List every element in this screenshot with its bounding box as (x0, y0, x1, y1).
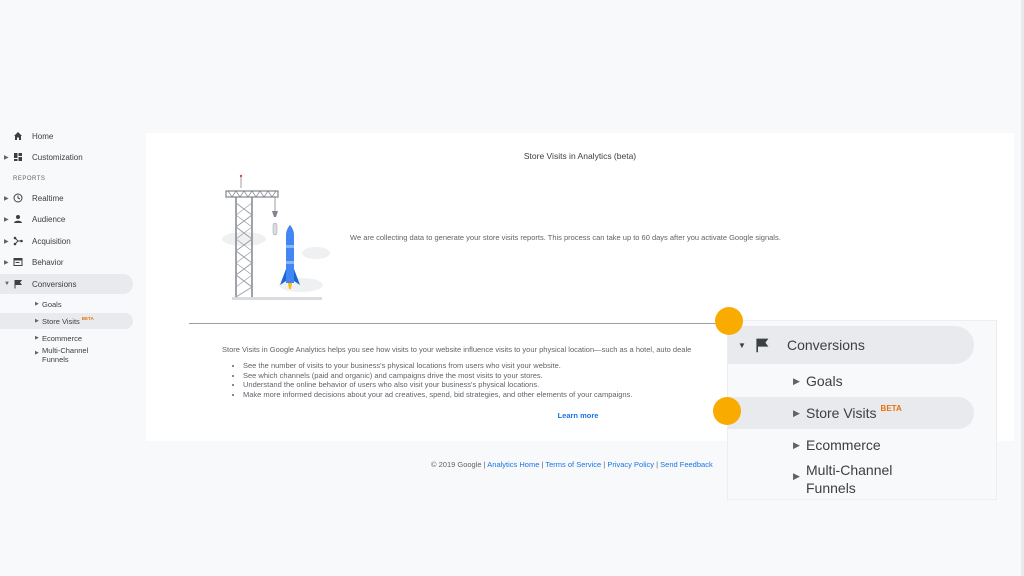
caret-right-icon: ▶ (35, 335, 39, 341)
privacy-policy-link[interactable]: Privacy Policy (607, 460, 655, 469)
list-item: • See which channels (paid and organic) and campaigns drive the most visits to your stores. (243, 371, 632, 381)
store-visits-label: Store Visits (806, 405, 877, 421)
send-feedback-link[interactable]: Send Feedback (660, 460, 713, 469)
sidebar-item-label: Audience (32, 214, 66, 224)
analytics-home-link[interactable]: Analytics Home (487, 460, 540, 469)
rocket-crane-illustration (206, 173, 336, 303)
caret-right-icon: ▶ (35, 318, 39, 324)
store-visits-label: Store Visits (42, 316, 80, 326)
multi-channel-line1: Multi-Channel (806, 462, 893, 478)
caret-right-icon: ▶ (4, 216, 9, 223)
dashboard-icon (12, 151, 24, 163)
sidebar-item-audience[interactable] (0, 209, 133, 229)
benefits-list (232, 361, 632, 399)
terms-of-service-link[interactable]: Terms of Service (545, 460, 602, 469)
sidebar-item-label: Customization (32, 152, 83, 162)
sidebar-subitem-label: Ecommerce (42, 333, 83, 343)
caret-right-icon: ▶ (793, 375, 800, 386)
zoom-subitem-store-visits[interactable] (728, 397, 974, 429)
sidebar-subitem-label (42, 346, 88, 364)
collecting-data-message: We are collecting data to generate your store visits reports. This process can take up to 60 days after you activate Google signals. (350, 233, 781, 242)
store-visits-intro: Store Visits in Google Analytics helps you see how visits to your website influence visits to your physical location—such as a hotel, auto deale (222, 345, 692, 354)
multi-channel-line2: Funnels (42, 355, 69, 364)
beta-badge: BETA (880, 404, 902, 413)
caret-right-icon: ▶ (35, 301, 39, 307)
highlight-dot-conversions (715, 307, 743, 335)
acquisition-icon (12, 235, 24, 247)
zoomed-conversions-callout (727, 320, 997, 500)
flag-icon (754, 337, 770, 356)
behavior-icon (12, 256, 24, 268)
footer-separator: | (601, 460, 608, 469)
caret-right-icon: ▶ (4, 238, 9, 245)
sidebar-item-acquisition[interactable] (0, 231, 133, 251)
sidebar-item-conversions[interactable] (0, 274, 133, 294)
section-divider (189, 323, 729, 324)
sidebar-item-label: Acquisition (32, 236, 71, 246)
multi-channel-line1: Multi-Channel (42, 346, 89, 355)
sidebar-subitem-multi-channel-funnels[interactable] (0, 346, 133, 368)
beta-badge: BETA (81, 315, 94, 321)
caret-right-icon: ▶ (793, 439, 800, 450)
flag-icon (12, 278, 24, 290)
copyright-text: © 2019 Google | (431, 460, 488, 469)
reports-section-label: REPORTS (13, 176, 46, 182)
zoom-subitem-label (806, 461, 892, 497)
caret-right-icon: ▶ (793, 471, 800, 481)
sidebar-subitem-label: Goals (42, 299, 62, 309)
sidebar-subitem-ecommerce[interactable] (0, 330, 133, 346)
caret-down-icon: ▼ (738, 340, 746, 350)
top-blank-area (0, 0, 1024, 120)
caret-down-icon: ▼ (4, 281, 10, 287)
sidebar-item-home[interactable] (0, 126, 133, 146)
zoom-subitem-goals[interactable] (728, 365, 974, 397)
list-item: • Make more informed decisions about your ad creatives, spend, bid strategies, and other elements of your campaigns. (243, 390, 632, 400)
sidebar-item-label: Home (32, 131, 54, 141)
sidebar-subitem-store-visits[interactable] (0, 313, 133, 329)
sidebar-item-label: Behavior (32, 257, 64, 267)
sidebar-item-realtime[interactable] (0, 188, 133, 208)
caret-right-icon: ▶ (35, 350, 39, 356)
list-item: • Understand the online behavior of users who also visit your business's physical locations. (243, 380, 632, 390)
caret-right-icon: ▶ (4, 154, 9, 161)
zoom-subitem-label: Goals (806, 373, 843, 389)
zoom-item-conversions[interactable] (728, 326, 974, 364)
sidebar-subitem-goals[interactable] (0, 296, 133, 312)
home-icon (12, 130, 24, 142)
sidebar-item-behavior[interactable] (0, 252, 133, 272)
multi-channel-line2: Funnels (806, 480, 856, 496)
list-item: • See the number of visits to your business's physical locations from users who visit your website. (243, 361, 632, 371)
sidebar-item-label: Conversions (32, 279, 77, 289)
learn-more-link[interactable]: Learn more (557, 411, 599, 420)
zoom-subitem-label: Ecommerce (806, 437, 881, 453)
caret-right-icon: ▶ (793, 407, 800, 418)
sidebar-subitem-label (42, 317, 94, 326)
clock-icon (12, 192, 24, 204)
caret-right-icon: ▶ (4, 259, 9, 266)
page-title: Store Visits in Analytics (beta) (523, 151, 637, 161)
footer (431, 460, 713, 469)
zoom-item-label: Conversions (787, 337, 865, 353)
person-icon (12, 213, 24, 225)
caret-right-icon: ▶ (4, 195, 9, 202)
footer-separator: | (654, 460, 661, 469)
zoom-subitem-label (806, 405, 902, 421)
footer-separator: | (539, 460, 546, 469)
highlight-dot-store-visits (713, 397, 741, 425)
sidebar-item-label: Realtime (32, 193, 64, 203)
zoom-subitem-multi-channel-funnels[interactable] (728, 459, 974, 499)
sidebar-item-customization[interactable] (0, 147, 133, 167)
zoom-subitem-ecommerce[interactable] (728, 429, 974, 461)
